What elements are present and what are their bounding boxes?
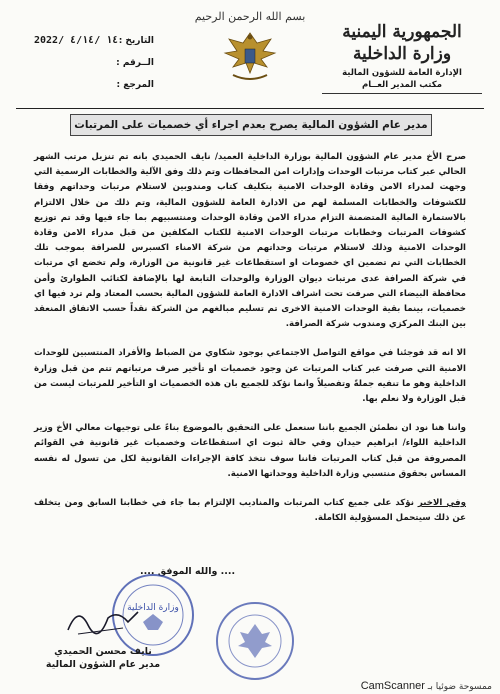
date-label: التاريخ : (118, 36, 154, 46)
scanned-with-text: ممسوحة ضوئيا بـ (427, 682, 492, 692)
ministry-name: وزارة الداخلية (352, 44, 452, 64)
subject-box: مدير عام الشؤون المالية يصرح بعدم اجراء أي خصميات على المرتبات (70, 114, 432, 136)
bismillah-text: بسم الله الرحمن الرحيم (194, 10, 306, 23)
paragraph-3: واننا هنا نود ان نطمئن الجميع باننا سنعمل على التحقيق بالموضوع بناءً على توجيهات معالي الأخ وزير الداخلية اللواء/ ابراهيم حيدان وفي حالة ثبوت اي استقطاعات وخصميات غير قانونية في القوائم المصروفة من قبل كتاب المرتبات فاننا سوف نتخذ كافة الإجراءات القانونية لكل من تسول له نفسه المساس بحقوق منتسبي وزارة الداخلية ووحداتها الامنية. (34, 423, 466, 479)
date-value: 2022/ ١٤ /٤/١٤ (34, 35, 119, 46)
signatory-title: مدير عام الشؤون المالية (45, 659, 161, 670)
closing-line: .... والله الموفق .... (140, 566, 236, 577)
signatory-name: نايف محسن الحميدي (54, 646, 152, 657)
letter-body (34, 150, 466, 540)
signature-block (38, 600, 168, 670)
republic-name: الجمهورية اليمنية (342, 22, 462, 42)
paragraph-4-lead: وفي الاخير (417, 498, 466, 509)
number-row (34, 52, 154, 74)
date-row (34, 30, 154, 52)
letterhead-center (170, 10, 330, 89)
stamp-text: وزارة الداخلية (127, 603, 179, 613)
paragraph-4-text: نؤكد على جميع كتاب المرتبات والمناديب الإلتزام بما جاء في خطابنا السابق ومن يتخلف عن ذلك سيتحمل المسؤولية الكاملة. (34, 498, 466, 524)
department-name: الإدارة العامة للشؤون المالية (342, 68, 462, 78)
scanner-watermark (361, 680, 492, 692)
header-divider (16, 108, 484, 109)
paragraph-2: الا انه قد فوجئنا في مواقع التواصل الاجتماعي بوجود شكاوي من الضباط والأفراد المنتسبين للوحدات الامنية التي صرفت عبر كتاب المرتبات عن وجود خصميات او تأخير صرف مرتباتهم تتم من قبل وزارة الداخلية وهو ما تنفيه جملةً وتفصيلاً وانما نؤكد للجميع بان هذه الخصميات او التأخير للمرتبات ليست من قبل الوزارة ولا نعلم بها. (34, 348, 466, 405)
eagle-emblem-icon (219, 27, 281, 85)
reference-label: المرجع : (116, 80, 154, 90)
handwritten-signature-icon (58, 600, 148, 640)
reference-row (34, 74, 154, 96)
paragraph-1: صرح الأخ مدير عام الشؤون المالية بوزارة الداخلية العميد/ نايف الحميدي بانه تم تنزيل مرتب الشهر الحالي عبر كتاب مرتبات الوحدات وإدارات امن المحافظات وتم ذلك وفق الآلية والخطابات الرسمية التي وجهت لمدراء الامن وقادة الوحدات الامنية بتكليف كتاب ومندوبين لاستلام مرتبات وحداتهم وفقا للكشوفات والخطابات المسلمة لهم من الادارة العامة للشؤون المالية، وتم ذلك من خلال الالتزام بالاستمارة المالية المتضمنة التزام مدراء الامن وقادة الوحدات ومنتسبيهم بما جاء فيها وقد تم توزيع كشوفات المرتبات وخطابات مرتبات الوحدات الامنية للكتاب المكلفين من قبل مدراء الامن وقادة الوحدات الامنية وذلك لاستلام مرتبات وحداتهم من شركة الامناء اكسبرس للصرافة بموجب تلك الخطابات التي تم تضمين اي خصومات او استقطاعات غير قانونية من الوزارة، ولم تخضع اي مرتبات في شركة الصرافة عدى مرتبات ديوان الوزارة والوحدات التابعة لها بالإضافة لكتائب الطوارئ وأمن محافظة البيضاء التي صرفت تحت اشراف الادارة العامة للشؤون المالية بحسب المعتاد ولم ترد فيها اي خصميات، بينما بقية الوحدات الامنية الاخرى تم تسليم مبالغهم من الشركة نقداً حسب الاتفاق المنعقد بين البنك المركزي ومندوب شركة الصرافة. (34, 152, 466, 330)
letterhead-right (322, 22, 482, 94)
office-name: مكتب المدير العــام (322, 80, 482, 94)
number-label: الــرقم : (116, 58, 154, 68)
paragraph-4 (34, 496, 466, 526)
official-seal-icon (210, 596, 300, 686)
camscanner-label: CamScanner (360, 680, 425, 692)
letter-meta (34, 30, 154, 96)
